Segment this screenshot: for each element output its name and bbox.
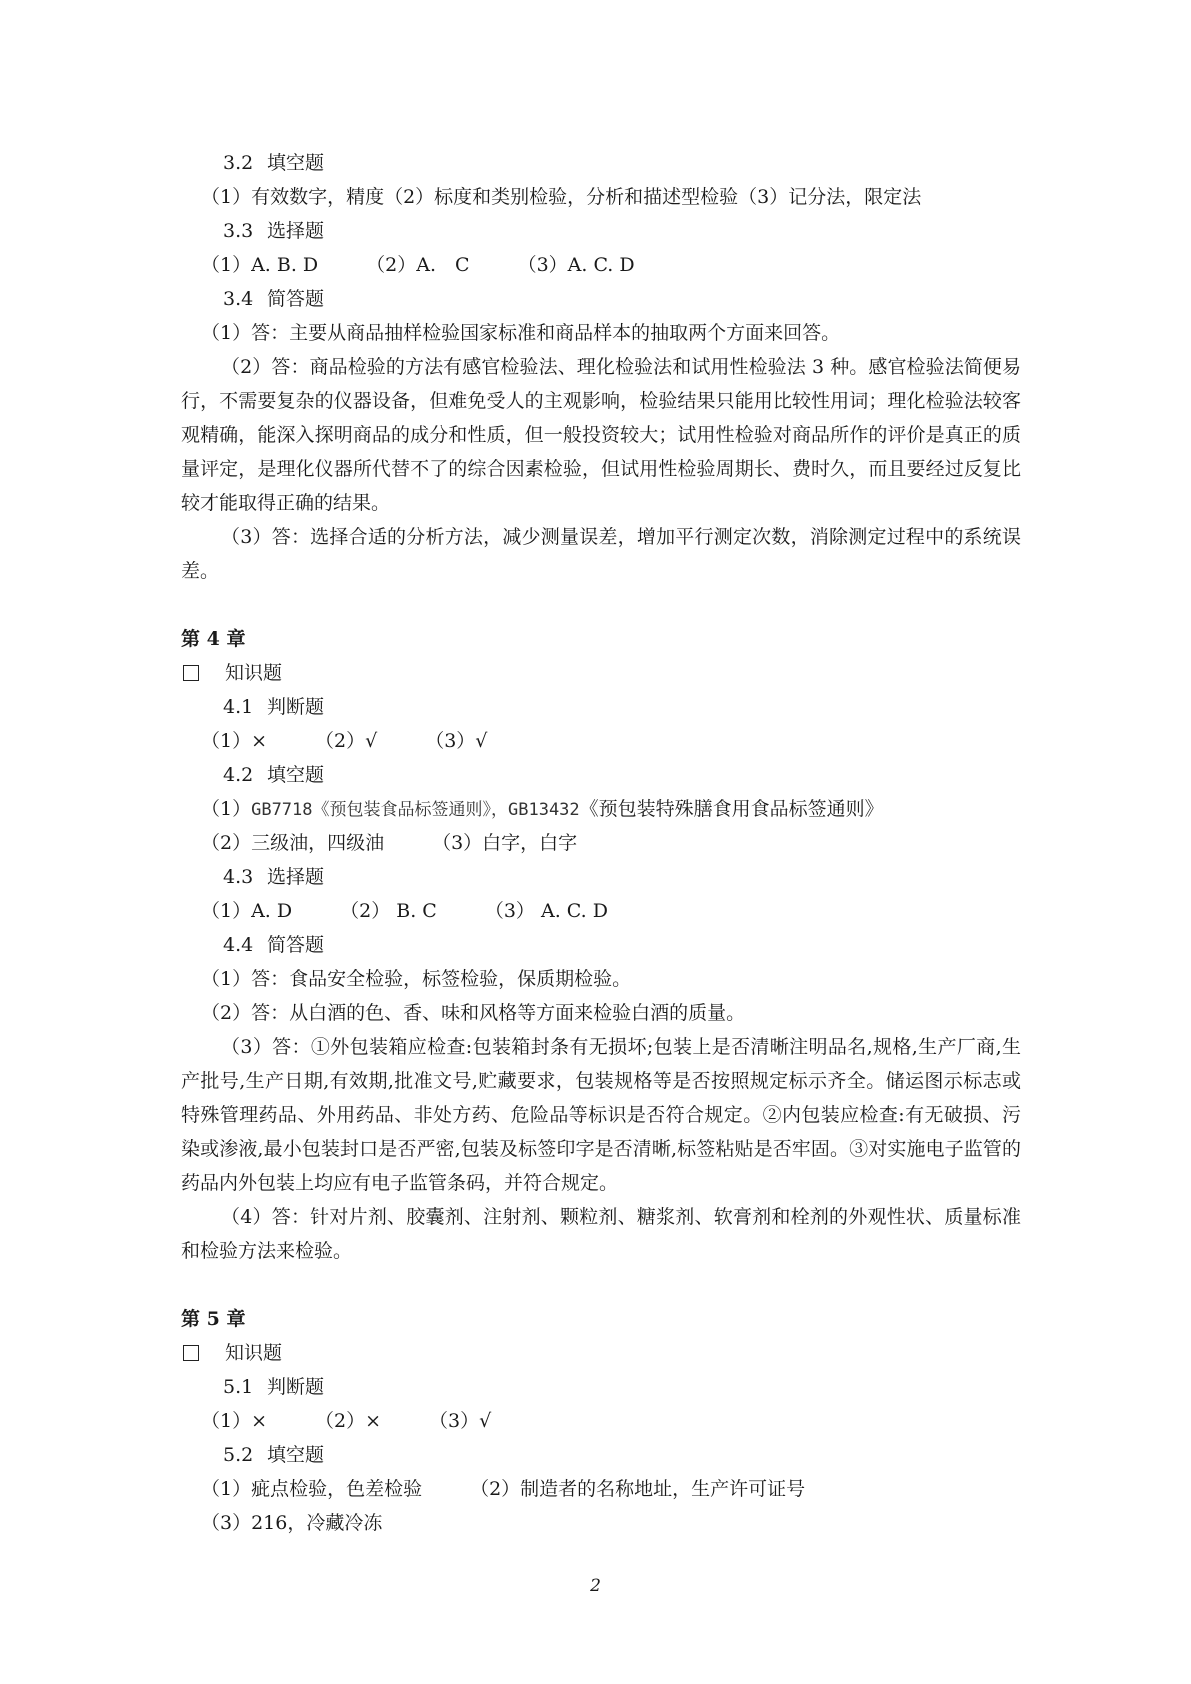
subsection-heading-4-4 [181,928,1021,962]
subsection-number: 5.1 [223,1376,254,1398]
answer-prefix: （1） [201,798,252,820]
subsection-title: 填空题 [267,152,325,174]
answer-line: （3）216，冷藏冷冻 [201,1512,383,1534]
answer-item: （3）√ [425,730,488,752]
section-heading [181,1336,1021,1370]
answer-item: （2）√ [315,730,378,752]
answer-item: （1）× [201,1410,268,1432]
answer-item: （3） A. C. D [484,900,608,922]
section-heading [181,656,1021,690]
subsection-title: 简答题 [267,288,325,310]
subsection-number: 4.2 [223,764,254,786]
answer-item: （2）制造者的名称地址，生产许可证号 [470,1478,806,1500]
standard-reference: GB7718《预包装食品标签通则》，GB13432 [251,800,580,820]
subsection-heading-3-4 [181,282,1021,316]
answer-line [181,792,1021,826]
answer-line: （1）答：主要从商品抽样检验国家标准和商品样本的抽取两个方面来回答。 [201,322,841,344]
answer-item: （2）三级油，四级油 [201,832,385,854]
answer-line [181,826,1021,860]
subsection-heading-3-3 [181,214,1021,248]
answer-line [181,248,1021,282]
subsection-heading-4-3 [181,860,1021,894]
answer-line [181,724,1021,758]
answer-line [181,1472,1021,1506]
section-title: 知识题 [225,662,283,684]
subsection-number: 3.2 [223,152,254,174]
subsection-title: 判断题 [267,1376,325,1398]
chapter-heading-4: 第 4 章 [181,628,246,650]
answer-line [181,894,1021,928]
subsection-heading-4-2 [181,758,1021,792]
page-number: 2 [590,1576,601,1596]
subsection-title: 简答题 [267,934,325,956]
answer-line: （2）答：从白酒的色、香、味和风格等方面来检验白酒的质量。 [201,1002,746,1024]
subsection-number: 3.3 [223,220,254,242]
subsection-title: 选择题 [267,866,325,888]
subsection-title: 判断题 [267,696,325,718]
subsection-number: 4.3 [223,866,254,888]
answer-paragraph: （4）答：针对片剂、胶囊剂、注射剂、颗粒剂、糖浆剂、软膏剂和栓剂的外观性状、质量标准和检验方法来检验。 [181,1206,1021,1262]
answer-item: （1）A. D [201,900,293,922]
chapter-heading-5: 第 5 章 [181,1308,246,1330]
answer-paragraph: （2）答：商品检验的方法有感官检验法、理化检验法和试用性检验法 3 种。感官检验法简便易行，不需要复杂的仪器设备，但难免受人的主观影响，检验结果只能用比较性用词；理化检验法较客观精确，能深入探明商品的成分和性质，但一般投资较大；试用性检验对商品所作的评价是真正的质量评定，是理化仪器所代替不了的综合因素检验，但试用性检验周期长、费时久，而且要经过反复比较才能取得正确的结果。 [181,356,1021,514]
answer-paragraph: （3）答：①外包装箱应检查:包装箱封条有无损坏;包装上是否清晰注明品名,规格,生产厂商,生产批号,生产日期,有效期,批准文号,贮藏要求，包装规格等是否按照规定标示齐全。储运图示标志或特殊管理药品、外用药品、非处方药、危险品等标识是否符合规定。②内包装应检查:有无破损、污染或渗液,最小包装封口是否严密,包装及标签印字是否清晰,标签粘贴是否牢固。③对实施电子监管的药品内外包装上均应有电子监管条码，并符合规定。 [181,1036,1021,1194]
subsection-heading-4-1 [181,690,1021,724]
answer-paragraph: （3）答：选择合适的分析方法，减少测量误差，增加平行测定次数，消除测定过程中的系统误差。 [181,526,1021,582]
checkbox-icon [183,665,199,681]
subsection-number: 4.4 [223,934,254,956]
subsection-title: 填空题 [267,1444,325,1466]
answer-item: （2） B. C [340,900,437,922]
subsection-heading-3-2 [181,146,1021,180]
answer-item: （3）A. C. D [517,254,635,276]
subsection-number: 5.2 [223,1444,254,1466]
standard-title: 《预包装特殊膳食用食品标签通则》 [579,798,884,820]
answer-item: （3）√ [429,1410,492,1432]
answer-item: （3）白字，白字 [432,832,578,854]
answer-item: （1）疵点检验，色差检验 [201,1478,423,1500]
answer-line: （1）有效数字，精度（2）标度和类别检验，分析和描述型检验（3）记分法，限定法 [201,186,922,208]
answer-item: （1）A. B. D [201,254,319,276]
answer-line [181,1404,1021,1438]
checkbox-icon [183,1345,199,1361]
subsection-heading-5-1 [181,1370,1021,1404]
answer-item: （1）× [201,730,268,752]
subsection-title: 填空题 [267,764,325,786]
section-title: 知识题 [225,1342,283,1364]
subsection-heading-5-2 [181,1438,1021,1472]
subsection-title: 选择题 [267,220,325,242]
answer-line: （1）答：食品安全检验，标签检验，保质期检验。 [201,968,632,990]
subsection-number: 4.1 [223,696,254,718]
answer-item: （2）A. C [366,254,470,276]
document-page [181,146,1021,1540]
subsection-number: 3.4 [223,288,254,310]
answer-item: （2）× [315,1410,382,1432]
